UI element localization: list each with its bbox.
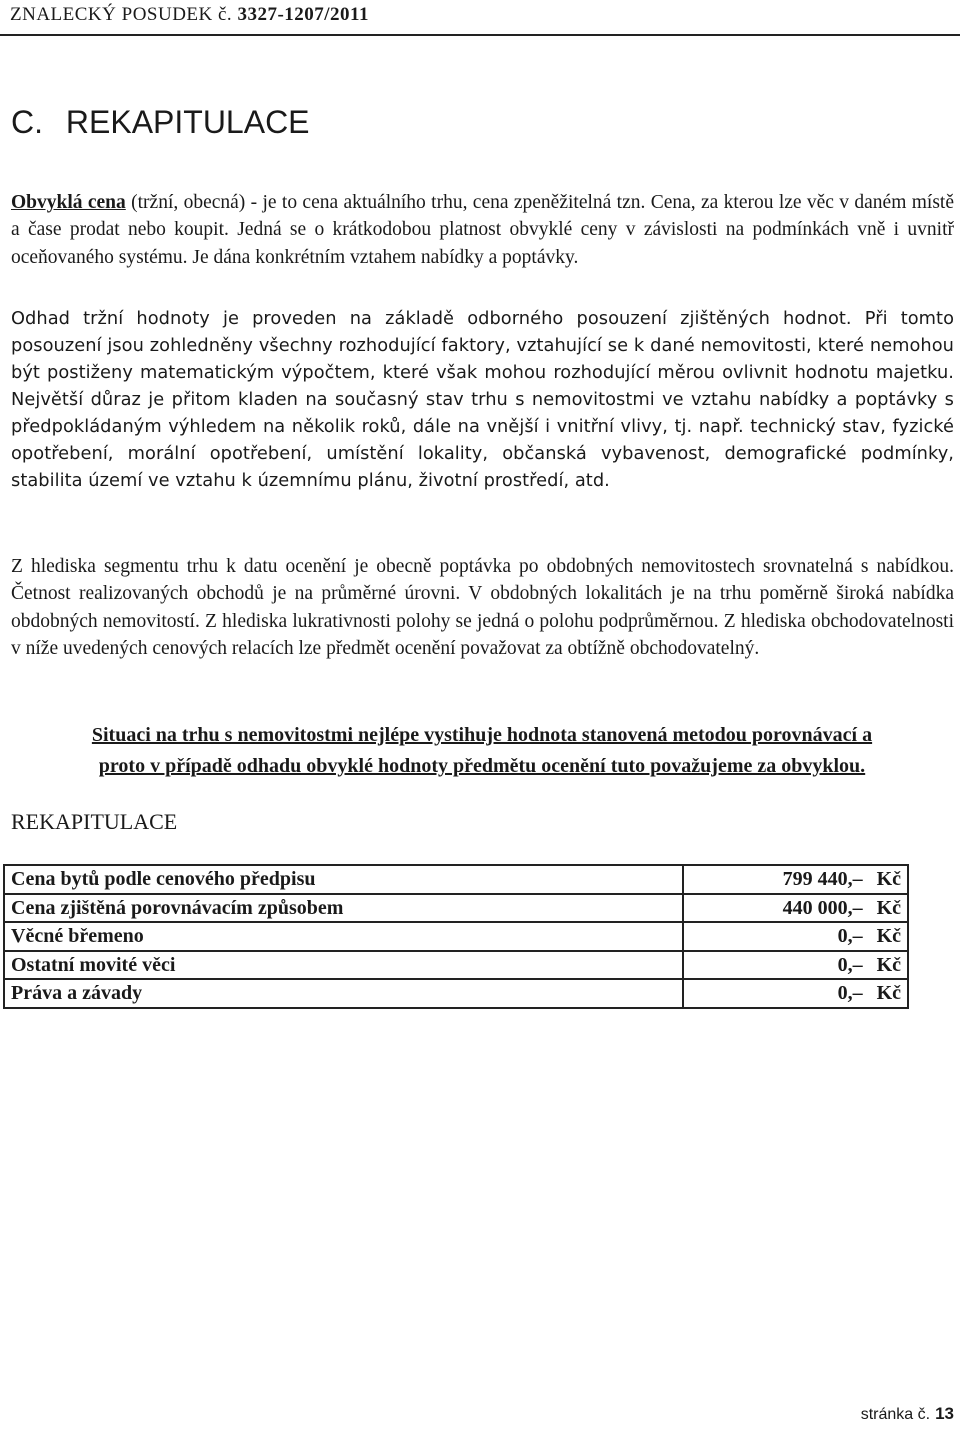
paragraph-valuation-estimate: Odhad tržní hodnoty je proveden na základě odborného posouzení zjištěných hodnot. Při tomto posouzení jsou zohledněny všechny rozhodující faktory, vztahující se k dané nemovitosti, které nemohou být postiženy matematickým výpočtem, které však mohou rozhodující měrou ovlivnit hodnotu majetku. Největší důraz je přitom kladen na současný stav trhu s nemovitostmi ve vztahu nabídky a poptávky s předpokládaným výhledem na několik roků, dále na vnější i vnitřní vlivy, tj. např. technický stav, fyzické opotřebení, morální opotřebení, umístění lokality, občanská vybavenost, demografické podmínky, stabilita území ve vztahu k územnímu plánu, životní prostředí, atd.: [11, 308, 954, 491]
document-header: [10, 4, 369, 26]
table-row: [4, 865, 908, 894]
row-currency: Kč: [876, 925, 901, 948]
footer-label: stránka č.: [860, 1406, 931, 1423]
section-heading: C. REKAPITULACE: [11, 104, 310, 140]
row-amount: 440 000,–: [782, 896, 863, 919]
row-value: [683, 894, 908, 923]
paragraph-market-segment: Z hlediska segmentu trhu k datu ocenění je obecně poptávka po obdobných nemovitostech srovnatelná s nabídkou. Četnost realizovaných obchodů je na průměrné úrovni. V obdobných lokalitách je na trhu poměrně široká nabídka obdobných nemovitostí. Z hlediska lukrativnosti polohy se jedná o polohu podprůměrnou. Z hlediska obchodovatelnosti v níže uvedených cenových relacích lze předmět ocenění považovat za obtížně obchodovatelný.: [11, 556, 954, 659]
conclusion-line-1: Situaci na trhu s nemovitostmi nejlépe vystihuje hodnota stanovená metodou porovnávací a: [91, 724, 873, 746]
row-amount: 0,–: [837, 953, 863, 976]
row-amount: 0,–: [837, 982, 863, 1005]
row-value: [683, 922, 908, 951]
table-row: [4, 951, 908, 980]
row-amount: 0,–: [837, 925, 863, 948]
paragraph-market-price-text: (tržní, obecná) - je to cena aktuálního trhu, cena zpeněžitelná tzn. Cena, za kterou lze věc v daném místě a čase prodat nebo koupit. Jedná se o krátkodobou platnost obvyklé ceny v závislosti na podmínkách vně i uvnitř oceňovaného systému. Je dána konkrétním vztahem nabídky a poptávky.: [11, 192, 954, 268]
term-market-price: Obvyklá cena: [11, 192, 126, 213]
rekapitulace-title: REKAPITULACE: [11, 809, 178, 834]
row-currency: Kč: [876, 896, 901, 919]
row-label: Práva a závady: [4, 979, 683, 1008]
row-currency: Kč: [876, 868, 901, 891]
page-footer: [861, 1404, 954, 1424]
paragraph-market-price: [11, 189, 954, 271]
summary-table: [3, 864, 909, 1009]
row-label: Věcné břemeno: [4, 922, 683, 951]
row-value: [683, 865, 908, 894]
row-amount: 799 440,–: [782, 868, 863, 891]
conclusion-line-2: proto v případě odhadu obvyklé hodnoty předmětu ocenění tuto považujeme za obvyklou.: [98, 755, 866, 777]
table-row: [4, 922, 908, 951]
conclusion: [12, 720, 952, 782]
row-label: Cena zjištěná porovnávacím způsobem: [4, 894, 683, 923]
table-row: [4, 979, 908, 1008]
header-number: 3327-1207/2011: [237, 4, 369, 25]
header-rule: [0, 34, 960, 36]
header-prefix: ZNALECKÝ POSUDEK č.: [10, 4, 233, 25]
row-currency: Kč: [876, 953, 901, 976]
row-value: [683, 951, 908, 980]
row-label: Cena bytů podle cenového předpisu: [4, 865, 683, 894]
row-currency: Kč: [876, 982, 901, 1005]
page-number: 13: [935, 1404, 954, 1423]
table-row: [4, 894, 908, 923]
row-label: Ostatní movité věci: [4, 951, 683, 980]
row-value: [683, 979, 908, 1008]
